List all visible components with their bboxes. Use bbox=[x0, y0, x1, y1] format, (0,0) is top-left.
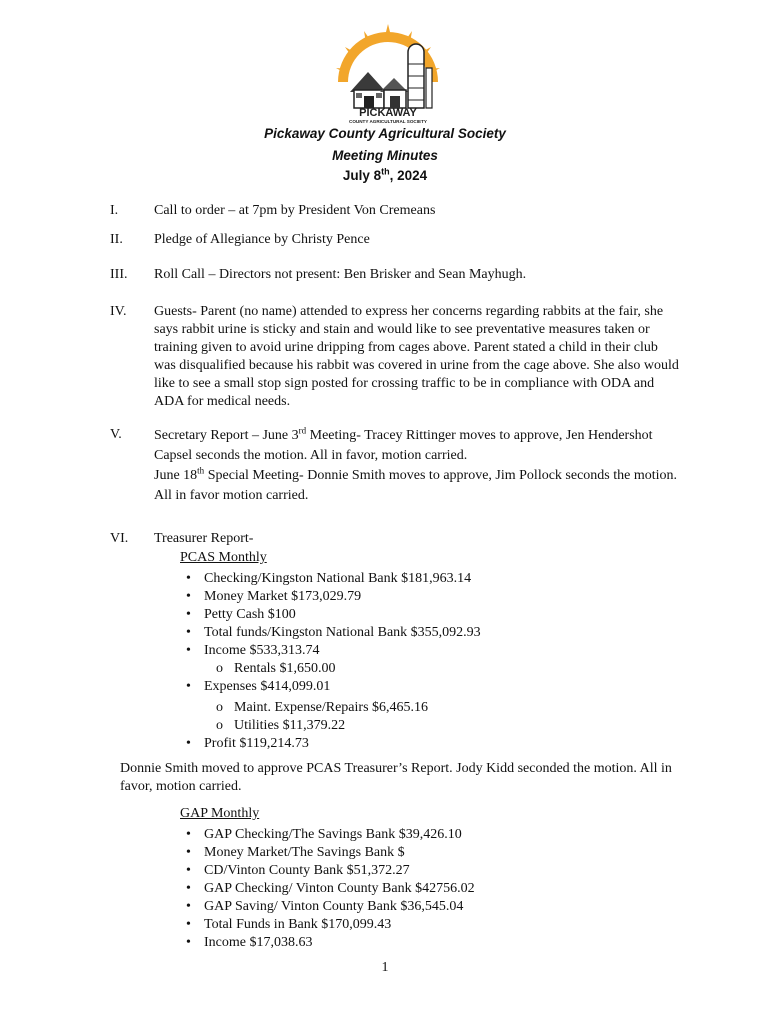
list-item: • Money Market $173,029.79 bbox=[186, 589, 362, 604]
list-item: • Total funds/Kingston National Bank $355,092.93 bbox=[186, 625, 481, 640]
section-line: was disqualified because his rabbit was covered in urine from the cage above. She also would bbox=[154, 358, 679, 373]
section-number: IV. bbox=[110, 304, 127, 319]
section-line: June 18th Special Meeting- Donnie Smith moves to approve, Jim Pollock seconds the motion. bbox=[154, 465, 678, 483]
motion-line: favor, motion carried. bbox=[120, 779, 242, 794]
motion-line: Donnie Smith moved to approve PCAS Treasurer’s Report. Jody Kidd seconded the motion. All in bbox=[120, 761, 672, 776]
list-item: • Income $533,313.74 bbox=[186, 643, 320, 658]
section-line: All in favor motion carried. bbox=[154, 488, 309, 503]
list-item: • Checking/Kingston National Bank $181,963.14 bbox=[186, 571, 472, 586]
section-roll-call bbox=[110, 266, 730, 284]
list-item: • Income $17,038.63 bbox=[186, 935, 313, 950]
list-item: • Money Market/The Savings Bank $ bbox=[186, 845, 405, 860]
section-call-to-order bbox=[110, 202, 730, 220]
section-number: V. bbox=[110, 427, 122, 442]
section-text: Roll Call – Directors not present: Ben Brisker and Sean Mayhugh. bbox=[154, 267, 527, 282]
pcas-list bbox=[186, 570, 481, 753]
barn-icon bbox=[350, 72, 408, 108]
list-item: • Profit $119,214.73 bbox=[186, 736, 309, 751]
section-line: Guests- Parent (no name) attended to express her concerns regarding rabbits at the fair, she bbox=[154, 304, 664, 319]
logo-subtitle: COUNTY AGRICULTURAL SOCIETY bbox=[349, 119, 427, 124]
page-number: 1 bbox=[381, 960, 389, 975]
list-subitem: o Maint. Expense/Repairs $6,465.16 bbox=[216, 700, 429, 715]
list-item: • GAP Checking/ Vinton County Bank $42756.02 bbox=[186, 881, 475, 896]
section-secretary-report bbox=[110, 426, 730, 506]
list-item: • GAP Checking/The Savings Bank $39,426.10 bbox=[186, 827, 462, 842]
gap-monthly-heading: GAP Monthly bbox=[180, 806, 260, 821]
section-number: I. bbox=[110, 203, 119, 218]
doc-title: Meeting Minutes bbox=[332, 148, 438, 163]
list-item: • Expenses $414,099.01 bbox=[186, 679, 331, 694]
section-line: Secretary Report – June 3rd Meeting- Tracey Rittinger moves to approve, Jen Hendershot bbox=[154, 425, 653, 443]
org-title: Pickaway County Agricultural Society bbox=[264, 126, 506, 141]
section-line: Capsel seconds the motion. All in favor, motion carried. bbox=[154, 448, 468, 463]
pickaway-logo bbox=[328, 20, 448, 124]
section-pledge bbox=[110, 231, 730, 249]
gap-list bbox=[186, 826, 475, 952]
section-number: II. bbox=[110, 232, 123, 247]
list-item: • GAP Saving/ Vinton County Bank $36,545.04 bbox=[186, 899, 464, 914]
list-item: • Total Funds in Bank $170,099.43 bbox=[186, 917, 392, 932]
list-subitem: o Rentals $1,650.00 bbox=[216, 661, 336, 676]
logo-name: PICKAWAY bbox=[359, 107, 417, 119]
list-item: • Petty Cash $100 bbox=[186, 607, 296, 622]
section-text: Call to order – at 7pm by President Von Cremeans bbox=[154, 203, 436, 218]
section-line: training given to avoid urine dripping from cages above. Parent stated a child in their club bbox=[154, 340, 658, 355]
section-text: Pledge of Allegiance by Christy Pence bbox=[154, 232, 370, 247]
section-guests bbox=[110, 303, 730, 411]
list-item: • CD/Vinton County Bank $51,372.27 bbox=[186, 863, 410, 878]
section-text: Treasurer Report- bbox=[154, 531, 254, 546]
section-line: ADA for medical needs. bbox=[154, 394, 291, 409]
list-subitem: o Utilities $11,379.22 bbox=[216, 718, 346, 733]
pcas-monthly-heading: PCAS Monthly bbox=[180, 550, 267, 565]
section-line: says rabbit urine is sticky and stain and would like to see preventative measures taken or bbox=[154, 322, 650, 337]
meeting-date: July 8th, 2024 bbox=[342, 166, 428, 183]
pcas-motion bbox=[120, 760, 730, 796]
section-number: VI. bbox=[110, 531, 129, 546]
section-line: like to see a small stop sign posted for crossing traffic to be in compliance with ODA and bbox=[154, 376, 655, 391]
section-number: III. bbox=[110, 267, 128, 282]
section-treasurer-report bbox=[110, 530, 730, 548]
